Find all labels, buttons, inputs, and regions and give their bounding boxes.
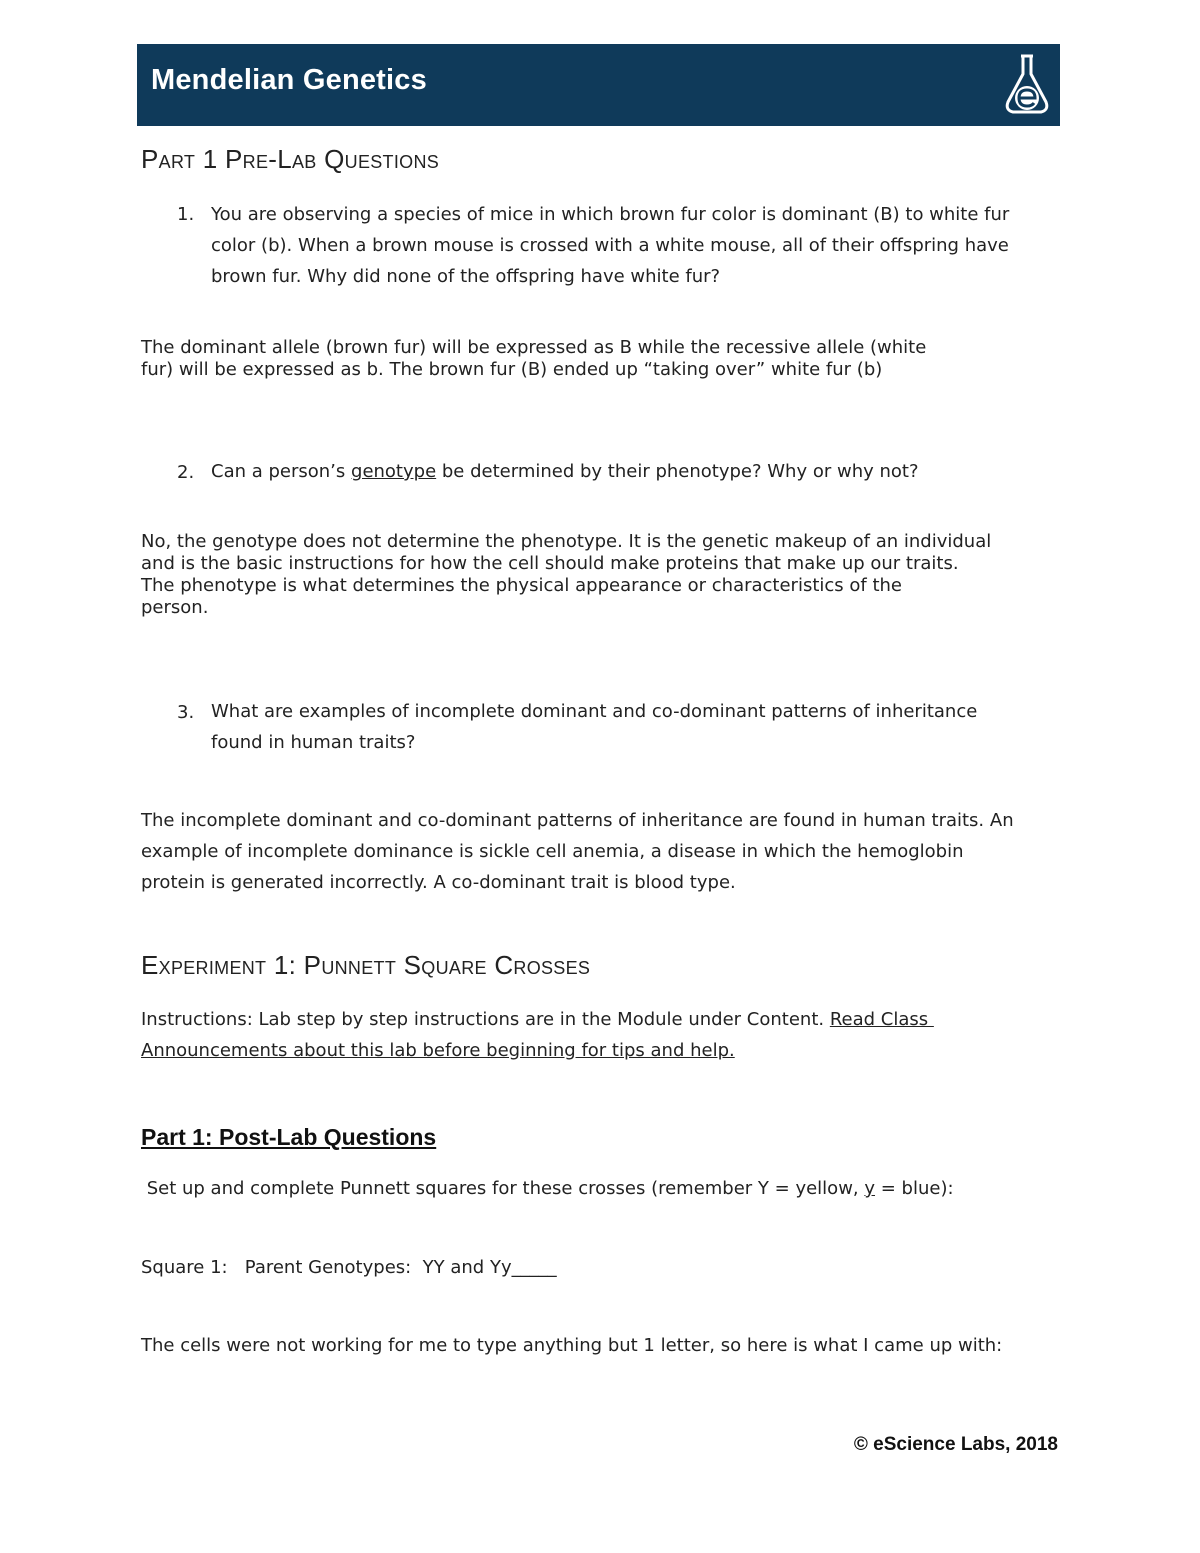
punnett-setup-instructions [141, 1173, 954, 1204]
question-2-text [211, 456, 919, 487]
copyright-footer: © eScience Labs, 2018 [853, 1434, 1058, 1455]
answer-3-line: example of incomplete dominance is sickle cell anemia, a disease in which the hemoglobin [141, 841, 964, 862]
escience-flask-logo-icon [1002, 52, 1052, 118]
instructions [141, 1004, 934, 1066]
question-1-line: brown fur. Why did none of the offspring have white fur? [211, 266, 721, 287]
answer-2 [141, 531, 991, 619]
setup-y-allele: y [864, 1178, 876, 1199]
answer-2-line: No, the genotype does not determine the phenotype. It is the genetic makeup of an individual [141, 531, 992, 552]
document-title: Mendelian Genetics [151, 64, 427, 96]
question-3-number: 3. [177, 702, 195, 723]
student-note: The cells were not working for me to type anything but 1 letter, so here is what I came up with: [141, 1335, 1003, 1356]
square-1-genotypes: Square 1: Parent Genotypes: YY and Yy_____ [141, 1257, 557, 1278]
question-3-line: found in human traits? [211, 732, 416, 753]
question-2-genotype-term: genotype [351, 461, 437, 482]
question-2-text-before: Can a person’s [211, 461, 352, 482]
answer-2-line: and is the basic instructions for how the cell should make proteins that make up our traits. [141, 553, 959, 574]
setup-text-before: Set up and complete Punnett squares for these crosses (remember Y = yellow, [141, 1178, 865, 1199]
question-3-text [211, 696, 977, 758]
header-banner [137, 44, 1060, 126]
answer-3-line: protein is generated incorrectly. A co-dominant trait is blood type. [141, 872, 736, 893]
experiment-1-heading: Experiment 1: Punnett Square Crosses [141, 950, 591, 980]
answer-1-line: fur) will be expressed as b. The brown fur (B) ended up “taking over” white fur (b) [141, 359, 883, 380]
answer-2-line: The phenotype is what determines the physical appearance or characteristics of the [141, 575, 903, 596]
post-lab-heading: Part 1: Post-Lab Questions [141, 1124, 437, 1150]
instructions-line-2 [141, 1035, 934, 1066]
question-1-line: You are observing a species of mice in which brown fur color is dominant (B) to white fur [211, 204, 1010, 225]
announcements-link[interactable]: Announcements about this lab before beginning for tips and help. [141, 1040, 735, 1061]
question-3-line: What are examples of incomplete dominant and co-dominant patterns of inheritance [211, 701, 978, 722]
part1-heading: Part 1 Pre-Lab Questions [141, 144, 440, 174]
question-2-number: 2. [177, 462, 195, 483]
instructions-line-1 [141, 1004, 934, 1035]
question-1-number: 1. [177, 204, 195, 225]
answer-3-line: The incomplete dominant and co-dominant patterns of inheritance are found in human traits. An [141, 810, 1014, 831]
answer-3 [141, 805, 1014, 898]
instructions-text: Instructions: Lab step by step instructions are in the Module under Content. [141, 1009, 830, 1030]
answer-2-line: person. [141, 597, 209, 618]
answer-1 [141, 337, 926, 381]
question-1-line: color (b). When a brown mouse is crossed with a white mouse, all of their offspring have [211, 235, 1009, 256]
answer-1-line: The dominant allele (brown fur) will be expressed as B while the recessive allele (white [141, 337, 927, 358]
question-1-text [211, 199, 1061, 292]
setup-text-after: = blue): [875, 1178, 954, 1199]
read-class-link[interactable]: Read Class [829, 1009, 934, 1030]
question-2-text-after: be determined by their phenotype? Why or why not? [436, 461, 919, 482]
